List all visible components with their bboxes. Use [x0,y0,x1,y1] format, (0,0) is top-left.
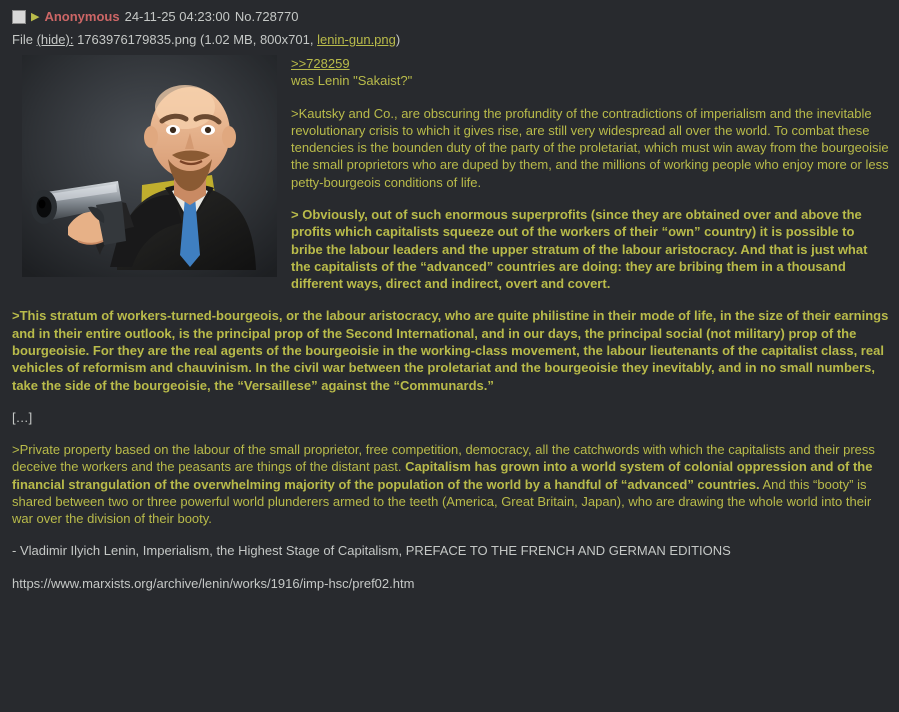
quote-paragraph-3: >This stratum of workers-turned-bourgeois, or the labour aristocracy, who are quite philistine in their mode of life, in the size of their earnings and in their entire outlook, is the principal prop of the Second International, and in our days, the principal social (not military) prop of the bourgeoisie. For they are the real agents of the bourgeoisie in the working-class movement, the labour lieutenants of the capitalist class, real vehicles of reformism and chauvinism. In the civil war between the proletariat and the bourgeoisie they inevitably, and in no small numbers, take the side of the bourgeoisie, the “Versaillese” against the “Communards.” [12,308,889,393]
post-datetime: 24-11-25 04:23:00 [124,9,230,24]
post-body [12,55,889,607]
quote-paragraph-2: > Obviously, out of such enormous superprofits (since they are obtained over and above the profits which capitalists squeeze out of the workers of their “own” country) it is possible to bribe the labour leaders and the upper stratum of the labour aristocracy. And that is just what the capitalists of the “advanced” countries are doing: they are bribing them in a thousand different ways, direct and indirect, overt and covert. [291,206,868,292]
file-hide-toggle[interactable]: (hide): [36,32,74,47]
source-url-text: https://www.marxists.org/archive/lenin/works/1916/imp-hsc/pref02.htm [12,575,415,591]
quote-paragraph-4 [12,441,889,527]
file-paren-close: ) [395,32,401,47]
post-menu-triangle-icon[interactable]: ▶ [31,10,40,23]
file-name: 1763976179835.png [77,32,197,47]
file-size-dimensions: (1.02 MB, 800x701, [199,32,314,47]
quote-paragraph-4-part-b: Capitalism has grown into a world system of colonial oppression and of the financial strangulation of the overwhelming majority of the population of the world by a handful of “advanced” countries. [12,459,873,492]
post-image-thumbnail[interactable] [22,55,277,277]
source-url[interactable] [12,575,889,592]
lenin-gun-image [22,55,277,277]
file-info-line [12,31,889,49]
post-number-link[interactable]: No.728770 [234,9,299,24]
post-select-checkbox[interactable] [12,10,26,24]
citation-signature: - Vladimir Ilyich Lenin, Imperialism, the Highest Stage of Capitalism, PREFACE TO THE FRENCH AND GERMAN EDITIONS [12,543,731,559]
post-author-name: Anonymous [44,9,120,24]
reply-quote-link[interactable]: >>728259 [291,56,350,71]
quote-paragraph-4-part-a: >Private property based on the labour of the small proprietor, free competition, democracy, all the catchwords with which the capitalists and their press deceive the workers and the peasants are things of the distant past. [12,442,875,475]
quote-paragraph-1: >Kautsky and Co., are obscuring the profundity of the contradictions of imperialism and the inevitable revolutionary crisis to which it gives rise, are still very widespread all over the world. To combat these tendencies is the bounden duty of the party of the proletariat, which must win away from the bourgeoisie the small proprietors who are duped by them, and the millions of working people who enjoy more or less petty-bourgeois conditions of life. [291,105,889,190]
reply-question-line: was Lenin "Sakaist?" [291,73,413,89]
ellipsis-marker: […] [12,409,33,425]
file-label: File [12,32,33,47]
post-header [12,8,889,26]
quote-paragraph-4-part-c: And this “booty” is shared between two or three powerful world plunderers armed to the teeth (America, Great Britain, Japan), who are drawing the whole world into their war over the division of their booty. [12,476,872,527]
file-original-name-link[interactable]: lenin-gun.png [317,32,396,47]
